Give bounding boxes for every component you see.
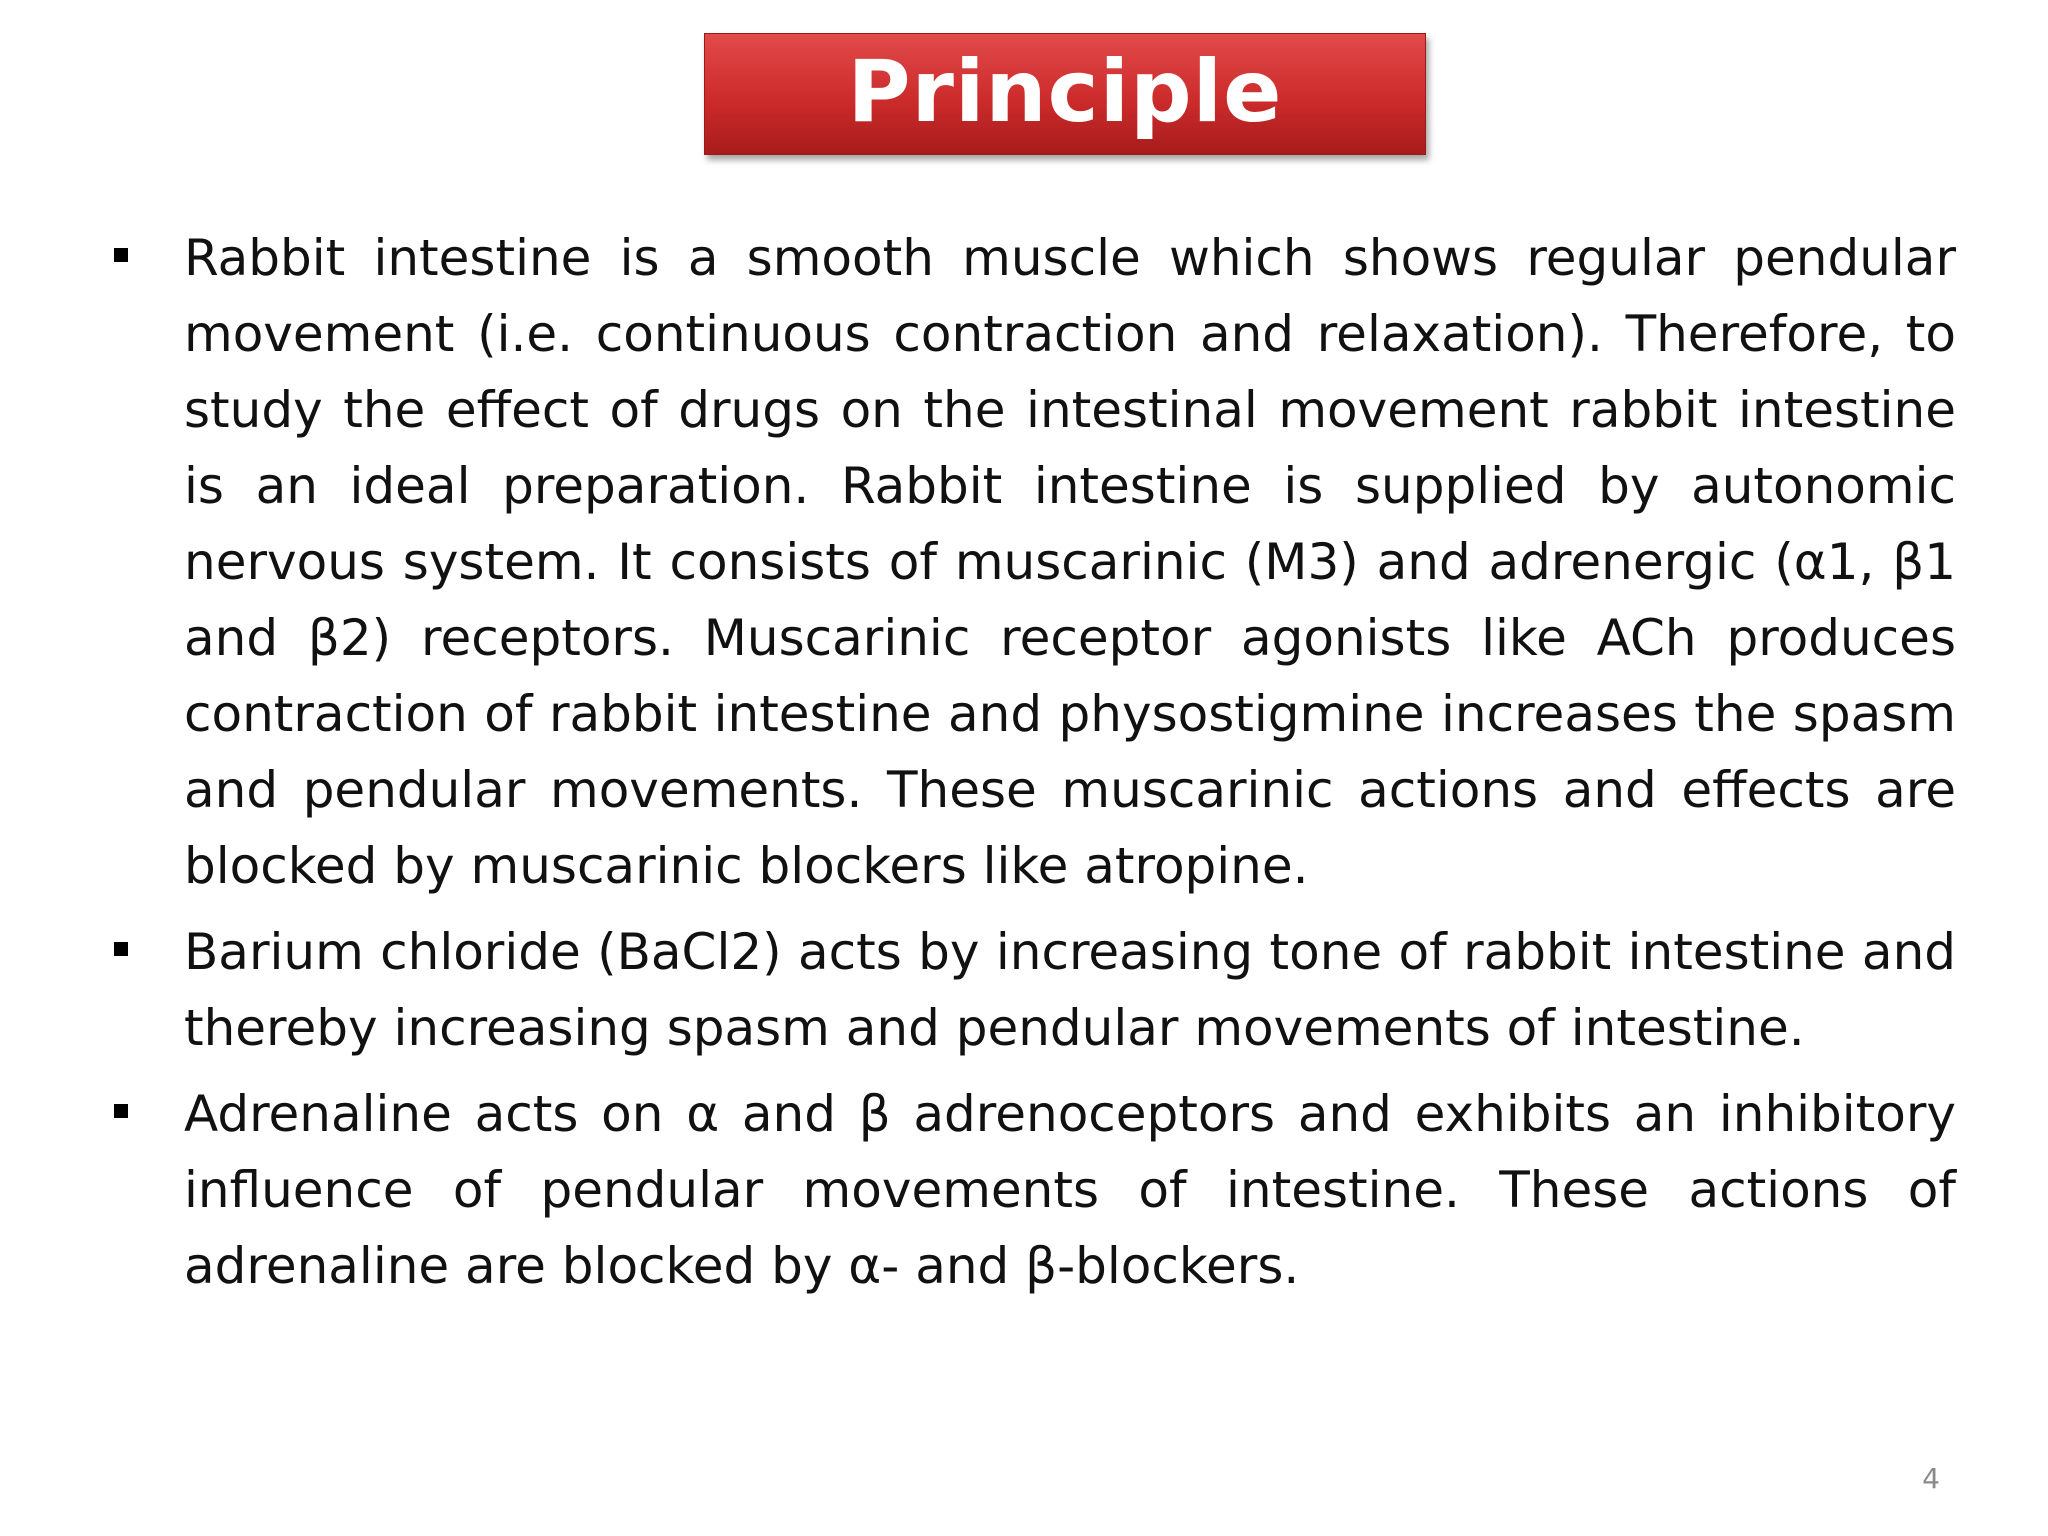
bullet-square-icon (108, 1076, 184, 1304)
bullet-item (108, 220, 1956, 904)
bullet-text: Rabbit intestine is a smooth muscle which shows regular pendular movement (i.e. continuous contraction and relaxation). Therefore, to study the effect of drugs on the intestinal movement rabbit intestine is an ideal preparation. Rabbit intestine is supplied by autonomic nervous system. It consists of muscarinic (M3) and adrenergic (α1, β1 and β2) receptors. Muscarinic receptor agonists like ACh produces contraction of rabbit intestine and physostigmine increases the spasm and pendular movements. These muscarinic actions and effects are blocked by muscarinic blockers like atropine. (184, 229, 1956, 895)
bullet-square-icon (108, 914, 184, 1066)
slide-title: Principle (847, 42, 1283, 142)
bullet-text: Barium chloride (BaCl2) acts by increasing tone of rabbit intestine and thereby increasing spasm and pendular movements of intestine. (184, 923, 1956, 1057)
page-number: 4 (1922, 1462, 1940, 1495)
bullet-text: Adrenaline acts on α and β adrenoceptors and exhibits an inhibitory influence of pendular movements of intestine. These actions of adrenaline are blocked by α- and β-blockers. (184, 1085, 1956, 1295)
bullet-square-icon (108, 220, 184, 904)
title-banner (704, 33, 1426, 155)
bullet-list (108, 220, 1956, 1314)
bullet-item (108, 914, 1956, 1066)
bullet-item (108, 1076, 1956, 1304)
